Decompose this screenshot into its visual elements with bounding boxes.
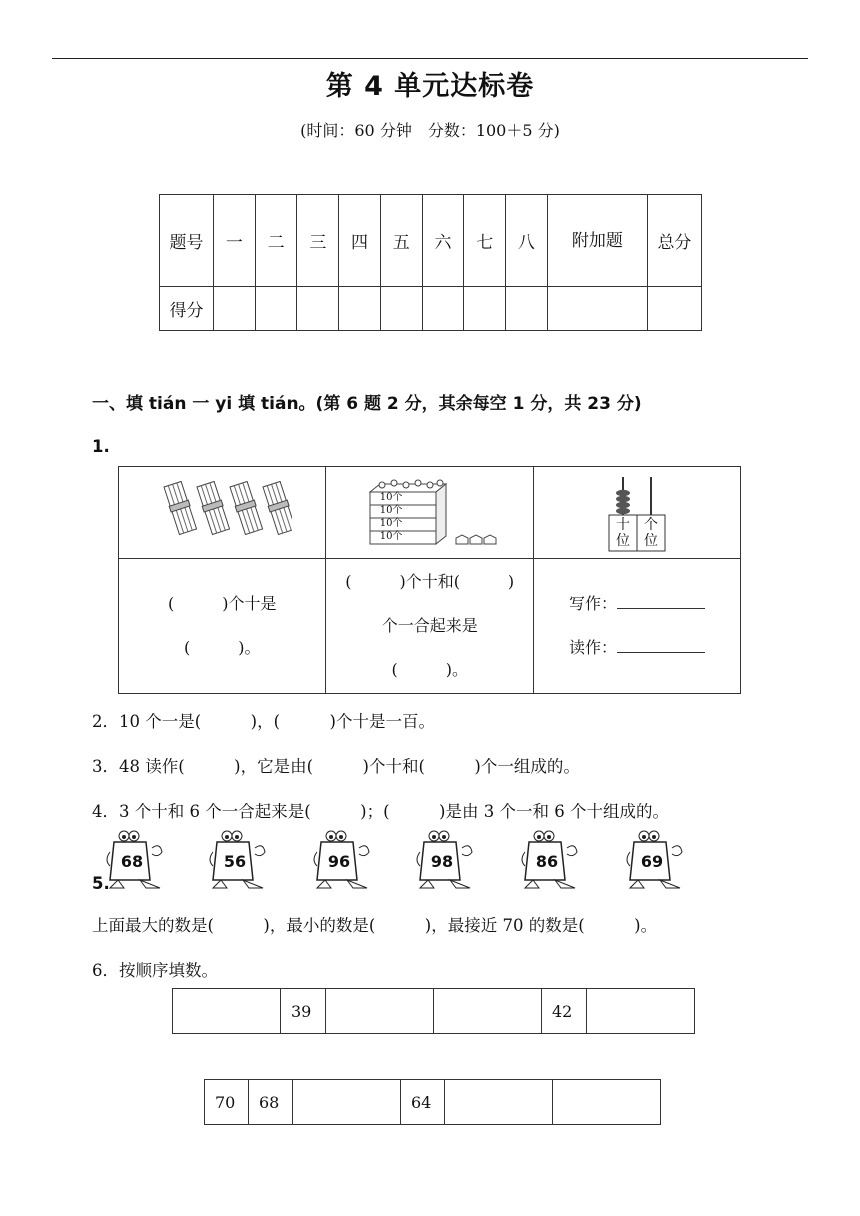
sequence-cell[interactable] <box>553 1080 661 1125</box>
q1-col1-line: ( )个十是 <box>167 594 277 613</box>
read-as-label: 读作： <box>568 638 617 657</box>
robot-number: 98 <box>430 852 454 871</box>
q1-bundles-cell <box>119 467 326 559</box>
stick-bundle <box>229 481 263 535</box>
abacus-label-ones: 个位 <box>643 516 658 549</box>
score-header-cell: 八 <box>506 195 548 287</box>
q1-picture-row <box>119 467 741 559</box>
q1-table <box>118 466 741 694</box>
sequence-row-2 <box>204 1079 661 1125</box>
sequence-cell: 68 <box>249 1080 293 1125</box>
sequence-cell[interactable] <box>587 989 695 1034</box>
robot-number: 56 <box>223 852 247 871</box>
read-as-blank[interactable] <box>617 638 705 653</box>
score-cell[interactable] <box>547 287 647 331</box>
q1-col2-line: ( )个十和( ) <box>345 572 515 591</box>
score-cell[interactable] <box>464 287 506 331</box>
score-row <box>160 287 702 331</box>
cube-label: 10个 <box>379 530 403 542</box>
stick-bundles-image <box>152 481 292 541</box>
robot-card <box>626 830 688 896</box>
sequence-cell: 42 <box>542 989 587 1034</box>
q1-col1 <box>119 559 326 694</box>
score-label: 得分 <box>160 287 214 331</box>
q1-col3 <box>533 559 740 694</box>
score-header-cell: 三 <box>297 195 339 287</box>
score-cell[interactable] <box>297 287 339 331</box>
read-as-line <box>534 626 740 670</box>
score-cell[interactable] <box>647 287 701 331</box>
abacus-label-tens: 十位 <box>615 516 630 549</box>
score-cell[interactable] <box>255 287 297 331</box>
score-header-cell: 五 <box>380 195 422 287</box>
q1-answer-row <box>119 559 741 694</box>
robot-number: 86 <box>535 852 559 871</box>
score-cell[interactable] <box>380 287 422 331</box>
q1-abacus-cell <box>533 467 740 559</box>
cube-stack-image <box>360 478 500 548</box>
question-4: 4．3 个十和 6 个一合起来是( )；( )是由 3 个一和 6 个十组成的。 <box>92 802 669 821</box>
robot-number: 68 <box>120 852 144 871</box>
q1-col2-line: ( )。 <box>391 660 468 679</box>
score-cell[interactable] <box>422 287 464 331</box>
sequence-row-1 <box>172 988 695 1034</box>
robot-card <box>313 830 375 896</box>
top-rule <box>52 58 808 59</box>
robot-card <box>416 830 478 896</box>
q1-col2-line: 个一合起来是 <box>381 616 478 635</box>
q5-number: 5. <box>92 874 110 893</box>
sequence-cell[interactable] <box>293 1080 401 1125</box>
sequence-cell: 64 <box>401 1080 445 1125</box>
score-table <box>159 194 702 331</box>
sequence-cell[interactable] <box>445 1080 553 1125</box>
sequence-cell[interactable] <box>173 989 281 1034</box>
section-heading: 一、填 tián 一 yi 填 tián。(第 6 题 2 分，其余每空 1 分，共 23 分) <box>92 394 642 414</box>
stick-bundle <box>196 481 230 535</box>
score-header-cell: 一 <box>214 195 256 287</box>
stick-bundle <box>163 481 197 535</box>
robot-card <box>209 830 271 896</box>
question-5-text: 上面最大的数是( )，最小的数是( )，最接近 70 的数是( )。 <box>92 916 658 935</box>
score-header-cell: 二 <box>255 195 297 287</box>
score-header-cell: 七 <box>464 195 506 287</box>
q1-col1-line: ( )。 <box>183 638 261 657</box>
score-header-cell: 六 <box>422 195 464 287</box>
score-cell[interactable] <box>506 287 548 331</box>
score-header-cell: 附加题 <box>547 195 647 287</box>
question-2: 2．10 个一是( )，( )个十是一百。 <box>92 712 435 731</box>
write-as-line <box>534 582 740 626</box>
abacus-image <box>605 473 669 553</box>
score-cell[interactable] <box>339 287 381 331</box>
page-subtitle: (时间：60 分钟 分数：100＋5 分) <box>300 121 560 140</box>
q1-cubes-cell <box>326 467 533 559</box>
q1-number: 1. <box>92 437 110 456</box>
write-as-label: 写作： <box>568 594 617 613</box>
score-cell[interactable] <box>214 287 256 331</box>
page-title: 第 4 单元达标卷 <box>325 71 535 102</box>
cube-label: 10个 <box>379 504 403 516</box>
robot-number: 96 <box>327 852 351 871</box>
question-6-label: 6．按顺序填数。 <box>92 961 218 980</box>
robot-card <box>521 830 583 896</box>
score-header-row <box>160 195 702 287</box>
question-3: 3．48 读作( )，它是由( )个十和( )个一组成的。 <box>92 757 580 776</box>
sequence-cell[interactable] <box>326 989 434 1034</box>
write-as-blank[interactable] <box>617 594 705 609</box>
robot-card <box>106 830 168 896</box>
sequence-cell[interactable] <box>434 989 542 1034</box>
sequence-cell: 39 <box>281 989 326 1034</box>
score-header-cell: 四 <box>339 195 381 287</box>
score-header-cell: 总分 <box>647 195 701 287</box>
stick-bundle <box>262 481 292 535</box>
cube-label: 10个 <box>379 491 403 503</box>
q1-col2 <box>326 559 533 694</box>
sequence-cell: 70 <box>205 1080 249 1125</box>
score-header-cell: 题号 <box>160 195 214 287</box>
robot-number: 69 <box>640 852 664 871</box>
cube-label: 10个 <box>379 517 403 529</box>
